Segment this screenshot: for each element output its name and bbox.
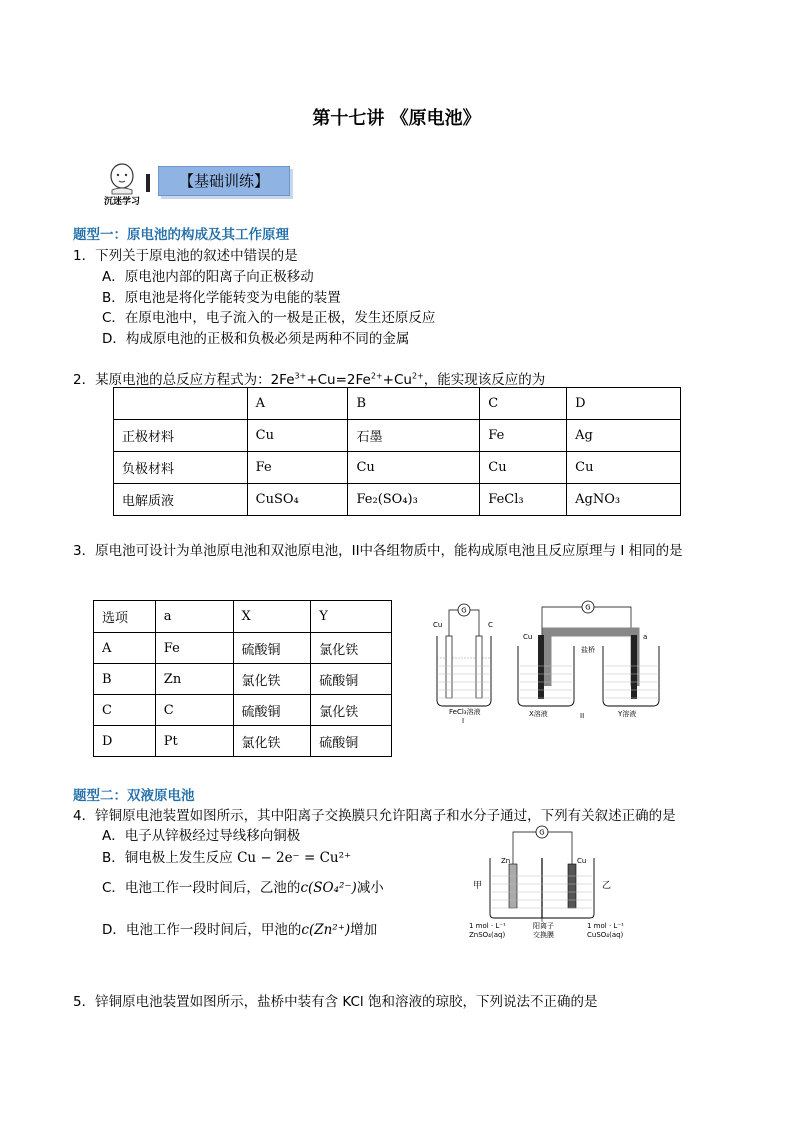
question-4-option-d: D．电池工作一段时间后，甲池的c(Zn²⁺)增加 — [102, 922, 378, 938]
question-3-stem: 3．原电池可设计为单池原电池和双池原电池，II中各组物质中，能构成原电池且反应原理与 I 相同的是 — [73, 543, 683, 559]
question-4-option-b: B．铜电极上发生反应 Cu − 2e⁻ = Cu²⁺ — [102, 850, 352, 866]
solution-x-label: X溶液 — [529, 710, 548, 718]
table-row: 选项 a X Y — [94, 601, 392, 633]
question-3-table — [93, 600, 392, 757]
table-row: A Fe 硫酸铜 氯化铁 — [94, 633, 392, 664]
electrode-zn-label: Zn — [501, 857, 511, 865]
half-cell-yi-label: 乙 — [602, 881, 612, 891]
electrode-c-label: C — [488, 621, 493, 629]
question-3-figure — [425, 600, 675, 725]
table-row: B Zn 氯化铁 硫酸铜 — [94, 664, 392, 695]
electrode-cu-label-3: Cu — [577, 857, 587, 865]
cell-i-diagram — [433, 604, 493, 725]
question-1-option-b: B．原电池是将化学能转变为电能的装置 — [102, 290, 341, 306]
membrane-label-line2: 交换膜 — [533, 931, 554, 939]
half-cell-jia-label: 甲 — [473, 881, 483, 891]
question-5-stem: 5．锌铜原电池装置如图所示，盐桥中装有含 KCl 饱和溶液的琼胶，下列说法不正确的是 — [73, 994, 598, 1010]
electrode-cu-label: Cu — [433, 621, 443, 629]
table-row: 电解质液 CuSO₄ Fe₂(SO₄)₃ FeCl₃ AgNO₃ — [114, 484, 681, 516]
solution-fecl3-label: FeCl₃溶液 — [449, 708, 481, 716]
question-1-option-d: D．构成原电池的正极和负极必须是两种不同的金属 — [102, 331, 410, 347]
question-2-stem: 2．某原电池的总反应方程式为：$2Fe^{3+}+Cu=2Fe^{2+}+Cu^{2+}$，能实现该反应的为 — [73, 371, 546, 388]
mascot-caption: 沉迷学习 — [104, 197, 141, 207]
table-row: A B C D — [114, 388, 681, 420]
galvanometer-label-3: G — [539, 828, 545, 837]
salt-bridge-label: 盐桥 — [581, 646, 595, 654]
badge-bar — [146, 174, 150, 192]
question-4-figure — [465, 822, 640, 947]
question-1-stem: 1．下列关于原电池的叙述中错误的是 — [73, 248, 298, 264]
section-heading-2: 题型二：双液原电池 — [73, 788, 195, 804]
question-1-option-a: A．原电池内部的阳离子向正极移动 — [102, 269, 314, 285]
galvanometer-label-2: G — [585, 603, 591, 612]
table-row: C C 硫酸铜 氯化铁 — [94, 695, 392, 726]
question-4-stem: 4．锌铜原电池装置如图所示，其中阳离子交换膜只允许阳离子和水分子通过，下列有关叙述正确的是 — [73, 808, 676, 824]
table-row: 正极材料 Cu 石墨 Fe Ag — [114, 420, 681, 452]
cell-ii-diagram — [518, 601, 659, 720]
electrode-a-label: a — [643, 633, 648, 641]
section-heading-1: 题型一：原电池的构成及其工作原理 — [73, 227, 289, 243]
right-concentration-label: 1 mol · L⁻¹ — [587, 922, 624, 930]
galvanometer-label-1: G — [461, 606, 467, 615]
table-row: D Pt 氯化铁 硫酸铜 — [94, 726, 392, 757]
electrode-cu-label-2: Cu — [523, 633, 533, 641]
solution-y-label: Y溶液 — [618, 710, 637, 718]
question-4-option-c: C．电池工作一段时间后，乙池的c(SO₄²⁻)减小 — [102, 880, 384, 896]
membrane-label-line1: 阳离子 — [533, 922, 554, 930]
question-2-table — [113, 387, 681, 516]
left-concentration-label: 1 mol · L⁻¹ — [469, 922, 506, 930]
left-solution-label: ZnSO₄(aq) — [469, 931, 506, 939]
badge-label: 【基础训练】 — [158, 166, 290, 196]
table-row: 负极材料 Fe Cu Cu Cu — [114, 452, 681, 484]
question-4-option-a: A．电子从锌极经过导线移向铜极 — [102, 828, 301, 844]
page-title: 第十七讲 《原电池》 — [312, 108, 481, 129]
question-1-option-c: C．在原电池中，电子流入的一极是正极，发生还原反应 — [102, 310, 436, 326]
figure-label-ii: II — [580, 712, 585, 720]
right-solution-label: CuSO₄(aq) — [587, 931, 624, 939]
figure-label-i: I — [462, 717, 465, 725]
